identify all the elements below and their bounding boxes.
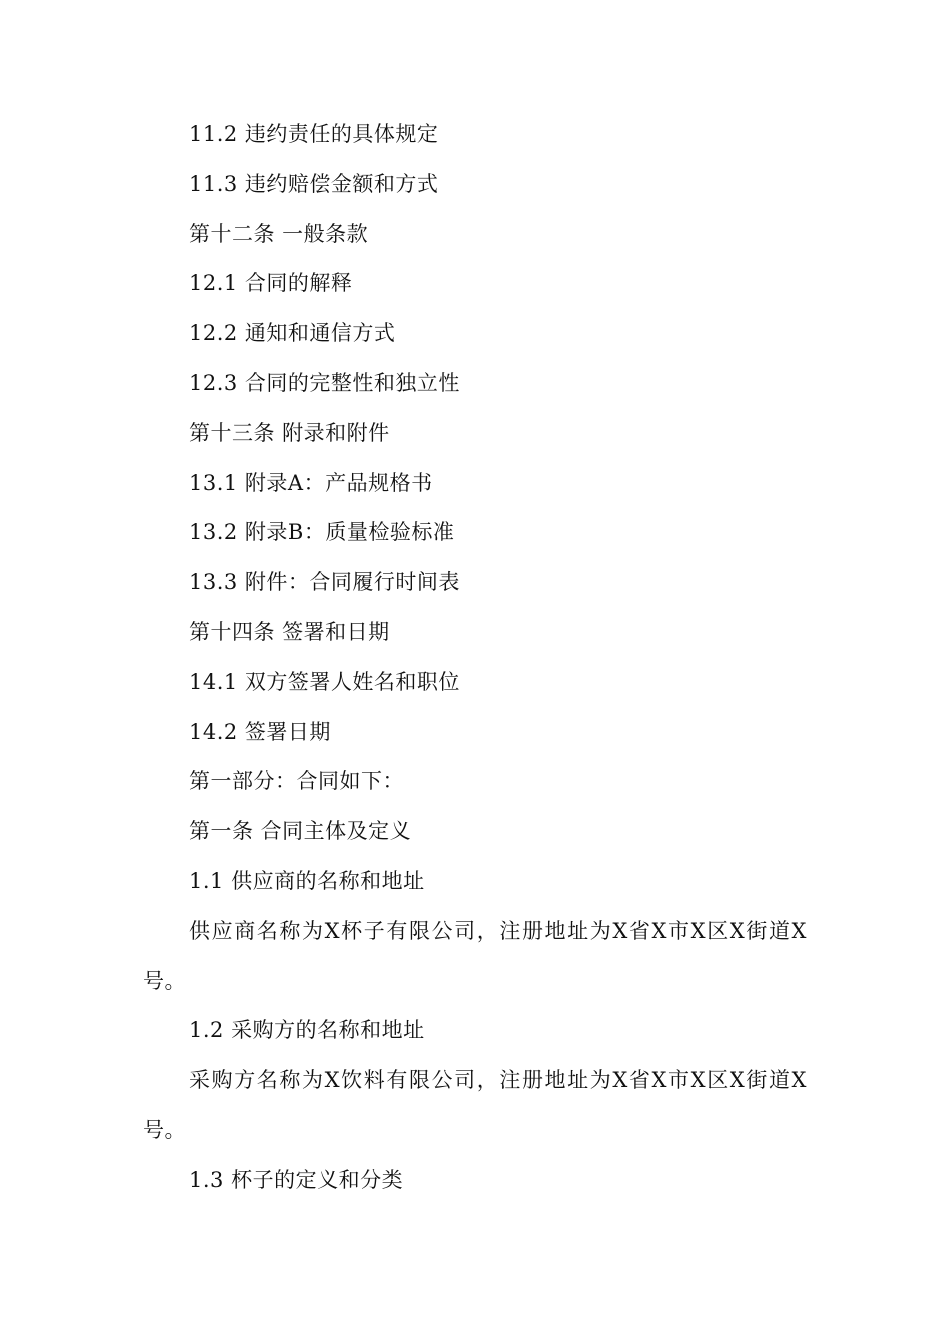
clause-13-3: 13.3 附件：合同履行时间表 [189,570,460,595]
clause-1-3: 1.3 杯子的定义和分类 [189,1167,404,1192]
article-14-heading: 第十四条 签署和日期 [189,619,390,644]
part-1-heading: 第一部分：合同如下： [189,769,404,794]
document-body [143,110,813,1206]
article-12-heading: 第十二条 一般条款 [189,221,369,246]
clause-11-3: 11.3 违约赔偿金额和方式 [189,171,439,196]
clause-1-2: 1.2 采购方的名称和地址 [189,1018,425,1043]
article-13-heading: 第十三条 附录和附件 [189,420,390,445]
supplier-paragraph: 供应商名称为X杯子有限公司，注册地址为X省X市X区X街道X号。 [143,918,807,993]
clause-12-2: 12.2 通知和通信方式 [189,321,396,346]
clause-13-1: 13.1 附录A：产品规格书 [189,470,433,495]
clause-11-2: 11.2 违约责任的具体规定 [189,122,439,146]
buyer-paragraph: 采购方名称为X饮料有限公司，注册地址为X省X市X区X街道X号。 [143,1068,807,1142]
clause-12-1: 12.1 合同的解释 [189,271,353,296]
clause-12-3: 12.3 合同的完整性和独立性 [189,370,460,395]
clause-1-1: 1.1 供应商的名称和地址 [189,868,425,893]
clause-14-1: 14.1 双方签署人姓名和职位 [189,669,460,694]
clause-13-2: 13.2 附录B：质量检验标准 [189,520,455,545]
clause-14-2: 14.2 签署日期 [189,719,331,744]
article-1-heading: 第一条 合同主体及定义 [189,819,412,844]
